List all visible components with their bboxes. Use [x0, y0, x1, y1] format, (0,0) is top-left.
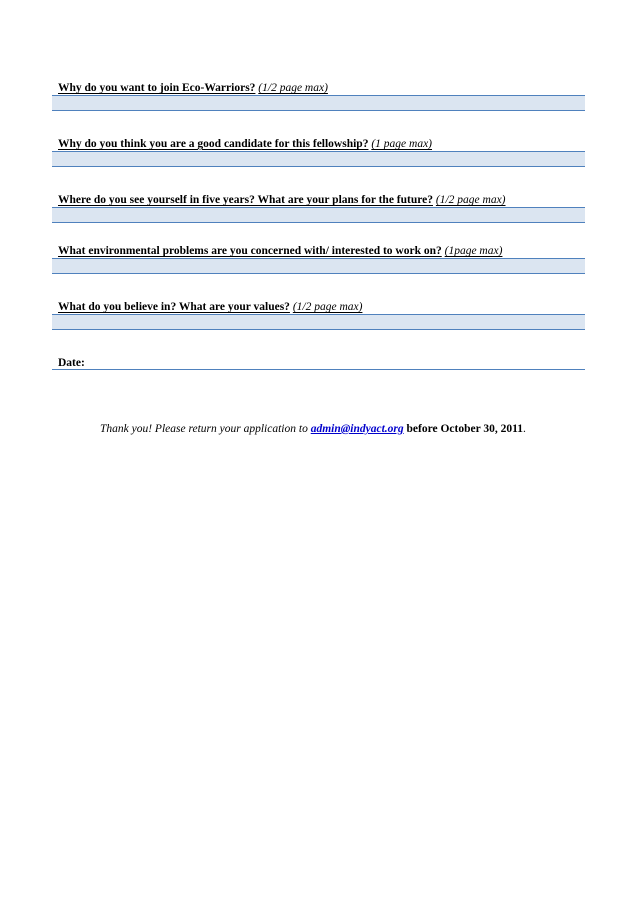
question-label — [52, 193, 585, 208]
answer-field-good-candidate[interactable] — [52, 152, 585, 167]
question-text: Why do you want to join Eco-Warriors? — [58, 82, 256, 94]
closing-intro: Thank you! Please return your application to — [100, 423, 308, 435]
answer-field-values[interactable] — [52, 315, 585, 330]
question-text: Why do you think you are a good candidate for this fellowship? — [58, 138, 369, 150]
question-five-years — [52, 193, 585, 223]
question-environmental-problems — [52, 244, 585, 274]
question-label — [52, 300, 585, 315]
question-limit: (1/2 page max) — [292, 301, 363, 313]
question-text: What environmental problems are you concerned with/ interested to work on? — [58, 245, 442, 257]
answer-field-environmental-problems[interactable] — [52, 259, 585, 274]
email-link[interactable]: admin@indyact.org — [310, 423, 404, 435]
question-join-reason — [52, 81, 585, 111]
answer-field-five-years[interactable] — [52, 208, 585, 223]
question-text: Where do you see yourself in five years? What are your plans for the future? — [58, 194, 434, 206]
question-text: What do you believe in? What are your values? — [58, 301, 290, 313]
closing-period: . — [523, 423, 526, 435]
question-values — [52, 300, 585, 330]
question-limit: (1/2 page max) — [258, 82, 328, 94]
date-label: Date: — [58, 357, 85, 369]
question-label — [52, 244, 585, 259]
question-limit: (1 page max) — [371, 138, 433, 150]
question-good-candidate — [52, 137, 585, 167]
question-limit: (1page max) — [444, 245, 503, 257]
question-limit: (1/2 page max) — [435, 194, 506, 206]
date-field[interactable] — [52, 356, 585, 370]
deadline-text: before October 30, 2011 — [406, 423, 524, 435]
question-label — [52, 81, 585, 96]
answer-field-join-reason[interactable] — [52, 96, 585, 111]
question-label — [52, 137, 585, 152]
closing-note — [100, 423, 526, 435]
